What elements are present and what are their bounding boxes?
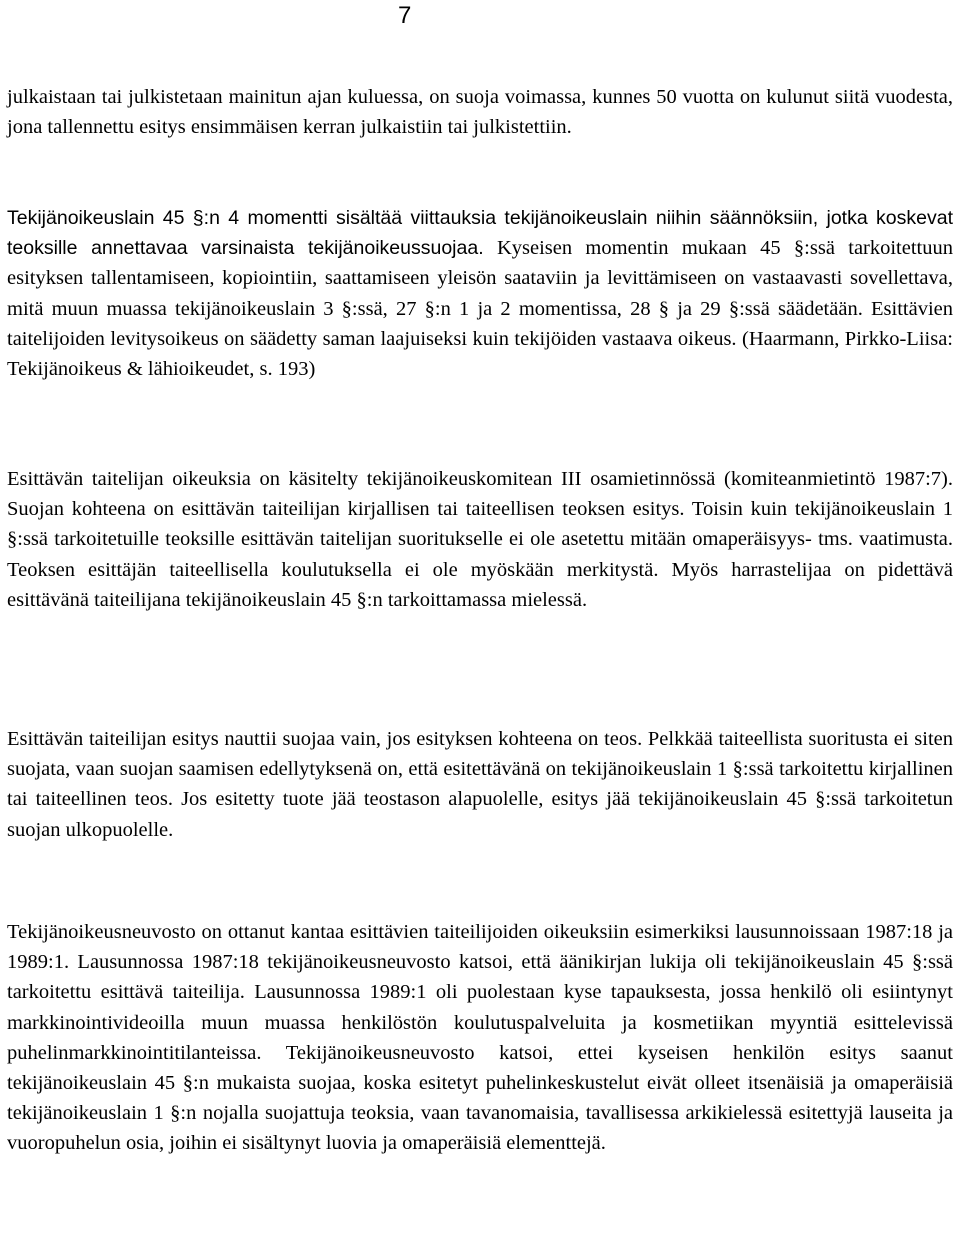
paragraph-1-text: julkaistaan tai julkistetaan mainitun ajan kuluessa, on suoja voimassa, kunnes 50 vuotta on kulunut siitä vuodesta, jona tallennettu esitys ensimmäisen kerran julkaistiin tai julkistettiin.	[7, 86, 953, 139]
paragraph-2-sans-text: Tekijänoikeuslain 45 §:n 4 momentti sisältää viittauksia tekijänoikeuslain niihin säännöksiin, jotka koskevat teoksille annettavaa varsinaista tekijänoikeussuojaa.	[7, 207, 953, 260]
paragraph-4	[7, 724, 953, 845]
paragraph-2-text: Kyseisen momentin mukaan 45 §:ssä tarkoitettuun esityksen tallentamiseen, kopiointiin, saattamiseen yleisön saataviin ja levittämiseen on vastaavasti sovellettava, mitä muun muassa tekijänoikeuslain 3 §:ssä, 27 §:n 1 ja 2 momentissa, 28 § ja 29 §:ssä säädetään. Esittävien taitelijoiden levitysoikeus on säädetty saman laajuiseksi kuin tekijöiden vastaava oikeus. (Haarmann, Pirkko-Liisa: Tekijänoikeus & lähioikeudet, s. 193)	[7, 237, 953, 381]
paragraph-2	[7, 203, 953, 384]
paragraph-5	[7, 917, 953, 1159]
paragraph-3	[7, 464, 953, 615]
paragraph-3-text: Esittävän taitelijan oikeuksia on käsitelty tekijänoikeuskomitean III osamietinnössä (komiteanmietintö 1987:7). Suojan kohteena on esittävän taiteilijan kirjallisen tai taiteellisen teoksen esitys. Toisin kuin tekijänoikeuslain 1 §:ssä tarkoitetuille teoksille esittävän taitelijan suoritukselle ei ole asetettu mitään omaperäisyys- tms. vaatimusta. Teoksen esittäjän taiteellisella koulutuksella ei ole myöskään merkitystä. Myös harrastelijaa on pidettävä esittävänä taiteilijana tekijänoikeuslain 45 §:n tarkoittamassa mielessä.	[7, 468, 953, 611]
paragraph-4-text: Esittävän taiteilijan esitys nauttii suojaa vain, jos esityksen kohteena on teos. Pelkkää taiteellista suoritusta ei siten suojata, vaan suojan saamisen edellytyksenä on, että esitettävänä on tekijänoikeuslain 1 §:ssä tarkoitettu kirjallinen tai taiteellinen teos. Jos esitetty tuote jää teostason alapuolelle, esitys jää tekijänoikeuslain 45 §:ssä tarkoitetun suojan ulkopuolelle.	[7, 728, 953, 841]
page-number: 7	[398, 2, 412, 29]
paragraph-1	[7, 82, 953, 142]
paragraph-5-text: Tekijänoikeusneuvosto on ottanut kantaa esittävien taiteilijoiden oikeuksiin esimerkiksi lausunnoissaan 1987:18 ja 1989:1. Lausunnossa 1987:18 tekijänoikeusneuvosto katsoi, että äänikirjan lukija oli tekijänoikeuslain 45 §:ssä tarkoitettu esittävä taiteilija. Lausunnossa 1989:1 oli puolestaan kyse tapauksesta, jossa henkilö oli esiintynyt markkinointivideoilla muun muassa henkilöstön koulutuspalveluita ja kosmetiikan myyntiä esittelevissä puhelinmarkkinointitilanteissa. Tekijänoikeusneuvosto katsoi, ettei kyseisen henkilön esitys saanut tekijänoikeuslain 45 §:n mukaista suojaa, koska esitetyt puhelinkeskustelut eivät olleet itsenäisiä ja omaperäisiä tekijänoikeuslain 1 §:n nojalla suojattuja teoksia, vaan tavanomaisia, tavallisessa arkikielessä esitettyjä lauseita ja vuoropuhelun osia, joihin ei sisältynyt luovia ja omaperäisiä elementtejä.	[7, 921, 953, 1155]
